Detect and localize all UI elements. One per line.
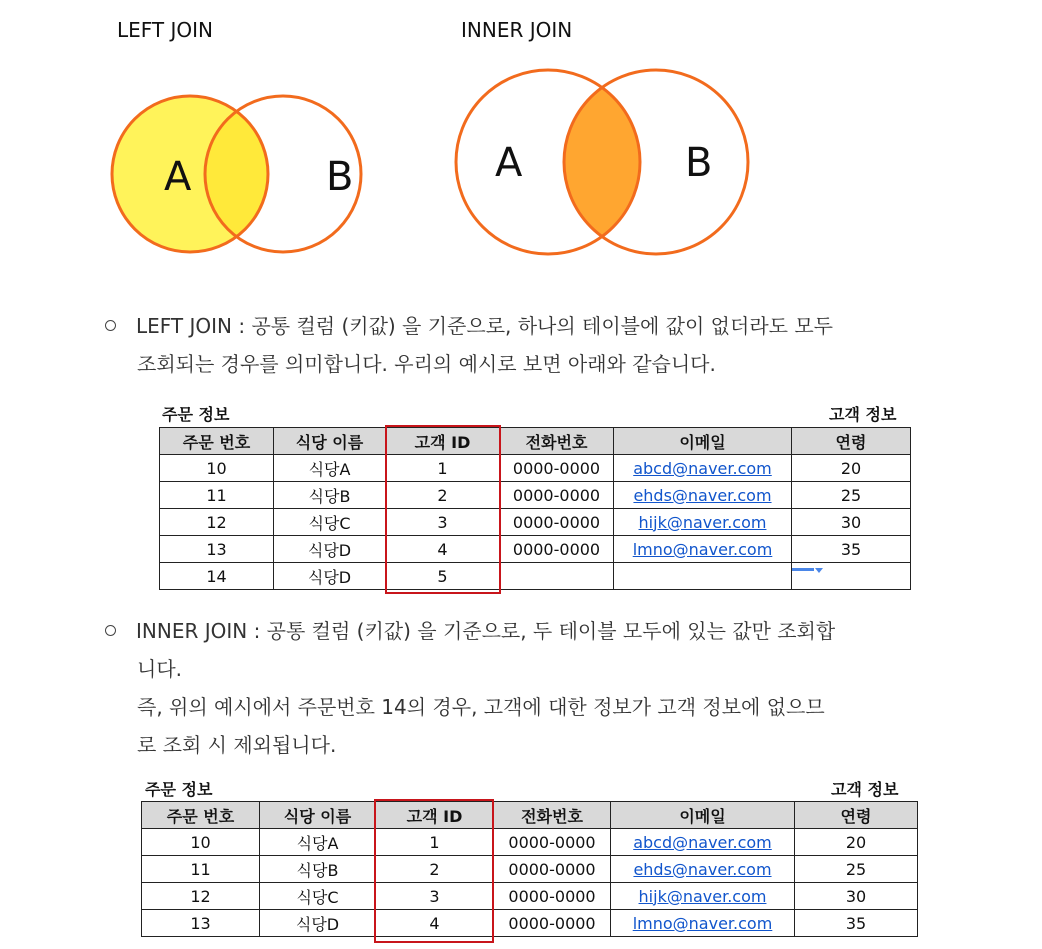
email-link[interactable]: abcd@naver.com [633,832,772,852]
table-row [160,482,911,509]
left-join-text-line1: LEFT JOIN : 공통 컬럼 (키값) 을 기준으로, 하나의 테이블에 값이 없더라도 모두 [136,314,833,338]
table-cell: 13 [160,536,274,563]
column-header: 전화번호 [494,802,611,829]
left-join-title: LEFT JOIN [117,18,214,42]
inner-join-table [141,801,918,937]
table-cell: 14 [160,563,274,590]
email-link[interactable]: lmno@naver.com [632,913,773,933]
dropdown-triangle-icon [815,568,823,573]
table-cell: 3 [386,509,500,536]
column-header: 전화번호 [500,428,614,455]
table-cell: 11 [160,482,274,509]
table-cell: 식당D [274,563,386,590]
table-cell: 12 [142,883,260,910]
email-link[interactable]: hijk@naver.com [638,512,767,532]
table-cell: 식당A [274,455,386,482]
table-cell: 12 [160,509,274,536]
bullet-circle-icon [105,625,116,636]
table-cell: 0000-0000 [494,829,611,856]
table-cell: 식당D [260,910,376,937]
email-cell [614,455,792,482]
inner-join-description [105,612,985,764]
table-cell [500,563,614,590]
table-cell: 0000-0000 [500,455,614,482]
table-row [160,536,911,563]
table-cell: 0000-0000 [494,883,611,910]
inner-join-text-line4: 로 조회 시 제외됩니다. [137,733,337,757]
column-header: 고객 ID [386,428,500,455]
resize-handle [792,568,814,571]
table-cell: 25 [795,856,918,883]
venn-label-b: B [685,140,713,186]
table-cell: 3 [376,883,494,910]
email-cell [614,509,792,536]
email-cell [611,829,795,856]
table-cell: 5 [386,563,500,590]
column-header: 연령 [795,802,918,829]
table-cell: 4 [376,910,494,937]
email-cell [611,883,795,910]
table-cell: 식당D [274,536,386,563]
table-row [160,455,911,482]
email-link[interactable]: abcd@naver.com [633,458,772,478]
table-cell: 2 [376,856,494,883]
table-cell: 0000-0000 [500,536,614,563]
inner-join-text-line2: 니다. [137,657,182,681]
table-cell: 1 [376,829,494,856]
table-cell: 4 [386,536,500,563]
email-cell [614,563,792,590]
email-cell [611,856,795,883]
table-row [160,509,911,536]
table-cell [792,563,911,590]
column-header: 이메일 [614,428,792,455]
email-link[interactable]: lmno@naver.com [632,539,773,559]
table-row [142,829,918,856]
table-cell: 11 [142,856,260,883]
table-cell: 2 [386,482,500,509]
left-join-table [159,427,911,590]
table-cell: 식당C [260,883,376,910]
column-header: 고객 ID [376,802,494,829]
table-cell: 0000-0000 [500,482,614,509]
inner-join-venn [445,52,775,272]
bullet-circle-icon [105,320,116,331]
inner-join-text-line1: INNER JOIN : 공통 컬럼 (키값) 을 기준으로, 두 테이블 모두에 있는 값만 조회합 [136,619,836,643]
left-join-description [105,307,985,383]
table-cell: 25 [792,482,911,509]
table-header-row [142,802,918,829]
table-cell: 0000-0000 [500,509,614,536]
email-link[interactable]: hijk@naver.com [638,886,767,906]
table1-caption-order-info: 주문 정보 [162,405,230,424]
table-cell: 35 [795,910,918,937]
email-cell [614,536,792,563]
table-cell: 1 [386,455,500,482]
venn-label-a: A [164,154,192,200]
table-cell: 식당B [274,482,386,509]
inner-join-title: INNER JOIN [461,18,573,42]
table-row [142,856,918,883]
table-cell: 식당B [260,856,376,883]
column-header: 식당 이름 [274,428,386,455]
table-row [142,883,918,910]
email-cell [611,910,795,937]
table-row [160,563,911,590]
left-join-venn [100,52,400,272]
table-cell: 20 [795,829,918,856]
column-header: 이메일 [611,802,795,829]
table-cell: 식당A [260,829,376,856]
column-header: 식당 이름 [260,802,376,829]
venn-label-b: B [326,154,354,200]
table1-caption-customer-info: 고객 정보 [829,405,897,424]
table-cell: 20 [792,455,911,482]
column-header: 연령 [792,428,911,455]
table-cell: 35 [792,536,911,563]
table-cell: 10 [142,829,260,856]
table-header-row [160,428,911,455]
left-join-text-line2: 조회되는 경우를 의미합니다. 우리의 예시로 보면 아래와 같습니다. [137,352,716,376]
table-row [142,910,918,937]
table2-caption-customer-info: 고객 정보 [831,780,899,799]
column-header: 주문 번호 [142,802,260,829]
table2-caption-order-info: 주문 정보 [145,780,213,799]
table-cell: 30 [792,509,911,536]
table-cell: 0000-0000 [494,856,611,883]
email-cell [614,482,792,509]
table-cell: 식당C [274,509,386,536]
table-cell: 30 [795,883,918,910]
venn-label-a: A [495,140,523,186]
table-cell: 13 [142,910,260,937]
table-cell: 0000-0000 [494,910,611,937]
email-link[interactable]: ehds@naver.com [633,859,772,879]
inner-join-text-line3: 즉, 위의 예시에서 주문번호 14의 경우, 고객에 대한 정보가 고객 정보에 없으므 [137,695,825,719]
email-link[interactable]: ehds@naver.com [633,485,772,505]
column-header: 주문 번호 [160,428,274,455]
table-cell: 10 [160,455,274,482]
